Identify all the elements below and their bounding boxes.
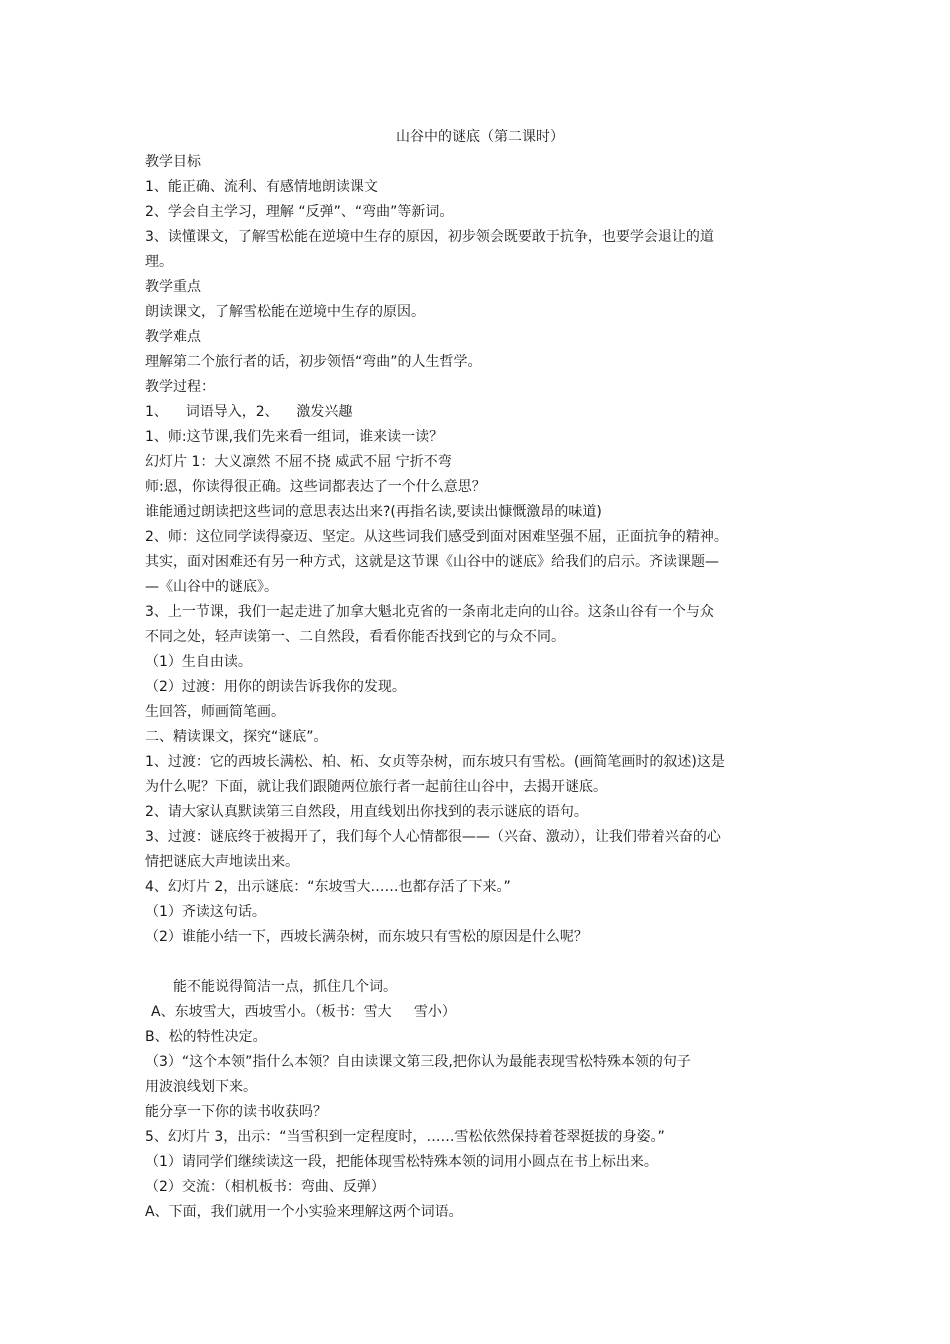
text-line: （1）生自由读。	[145, 654, 252, 670]
text-line: （3）“这个本领”指什么本领？自由读课文第三段,把你认为最能表现雪松特殊本领的句子	[145, 1054, 691, 1070]
text-line: （2）谁能小结一下，西坡长满杂树，而东坡只有雪松的原因是什么呢？	[145, 929, 588, 945]
text-line: （2）交流：（相机板书：弯曲、反弹）	[145, 1179, 385, 1195]
text-line: 3、过渡：谜底终于被揭开了，我们每个人心情都很——（兴奋、激动），让我们带着兴奋的心	[145, 829, 721, 845]
text-line: 其实，面对困难还有另一种方式，这就是这节课《山谷中的谜底》给我们的启示。齐读课题—	[145, 554, 719, 570]
text-line: 2、师：这位同学读得豪迈、坚定。从这些词我们感受到面对困难坚强不屈，正面抗争的精神。	[145, 529, 728, 545]
heading-key-points: 教学重点	[145, 279, 201, 295]
text-line: 3、读懂课文，了解雪松能在逆境中生存的原因，初步领会既要敢于抗争，也要学会退让的道	[145, 229, 714, 245]
text-line: A、东坡雪大，西坡雪小。（板书：雪大 雪小）	[151, 1004, 456, 1020]
text-line: 1、过渡：它的西坡长满松、柏、柘、女贞等杂树，而东坡只有雪松。(画简笔画时的叙述)这是	[145, 754, 725, 770]
text-line: 不同之处，轻声读第一、二自然段，看看你能否找到它的与众不同。	[145, 629, 565, 645]
text-line: 谁能通过朗读把这些词的意思表达出来?(再指名读,要读出慷慨激昂的味道)	[145, 504, 602, 520]
text-line: （1）齐读这句话。	[145, 904, 266, 920]
text-line: 能不能说得简洁一点，抓住几个词。	[173, 979, 397, 995]
heading-process: 教学过程：	[145, 379, 215, 395]
text-line: 2、学会自主学习，理解 “反弹”、“弯曲”等新词。	[145, 204, 454, 220]
text-line: （1）请同学们继续读这一段，把能体现雪松特殊本领的词用小圆点在书上标出来。	[145, 1154, 658, 1170]
section-heading: 二、精读课文，探究“谜底”。	[145, 729, 328, 745]
text-line: 师:恩，你读得很正确。这些词都表达了一个什么意思？	[145, 479, 486, 495]
blank-line	[145, 950, 815, 975]
heading-difficulties: 教学难点	[145, 329, 201, 345]
text-line: B、松的特性决定。	[145, 1029, 267, 1045]
text-line: 2、请大家认真默读第三自然段，用直线划出你找到的表示谜底的语句。	[145, 804, 588, 820]
text-line: 用波浪线划下来。	[145, 1079, 257, 1095]
document-title: 山谷中的谜底（第二课时）	[396, 129, 564, 145]
text-line: 为什么呢？下面，就让我们跟随两位旅行者一起前往山谷中，去揭开谜底。	[145, 779, 607, 795]
text-line: A、下面，我们就用一个小实验来理解这两个词语。	[145, 1204, 463, 1220]
text-line: 生回答，师画简笔画。	[145, 704, 285, 720]
text-line: 5、幻灯片 3，出示：“当雪积到一定程度时，……雪松依然保持着苍翠挺拔的身姿。”	[145, 1129, 665, 1145]
text-line: 幻灯片 1：大义凛然 不屈不挠 威武不屈 宁折不弯	[145, 454, 452, 470]
text-line: 理。	[145, 254, 173, 270]
heading-teaching-goals: 教学目标	[145, 154, 201, 170]
text-line: 朗读课文，了解雪松能在逆境中生存的原因。	[145, 304, 425, 320]
text-line: （2）过渡：用你的朗读告诉我你的发现。	[145, 679, 406, 695]
document-page	[145, 124, 815, 1225]
text-line: 能分享一下你的读书收获吗？	[145, 1104, 327, 1120]
text-line: 1、能正确、流利、有感情地朗读课文	[145, 179, 378, 195]
text-line: 1、师:这节课,我们先来看一组词，谁来读一读？	[145, 429, 444, 445]
text-line: 1、 词语导入，2、 激发兴趣	[145, 404, 353, 420]
text-line: 4、幻灯片 2，出示谜底：“东坡雪大……也都存活了下来。”	[145, 879, 511, 895]
text-line: 理解第二个旅行者的话，初步领悟“弯曲”的人生哲学。	[145, 354, 482, 370]
text-line: 情把谜底大声地读出来。	[145, 854, 299, 870]
text-line: 3、上一节课，我们一起走进了加拿大魁北克省的一条南北走向的山谷。这条山谷有一个与众	[145, 604, 714, 620]
text-line: —《山谷中的谜底》。	[145, 579, 278, 595]
